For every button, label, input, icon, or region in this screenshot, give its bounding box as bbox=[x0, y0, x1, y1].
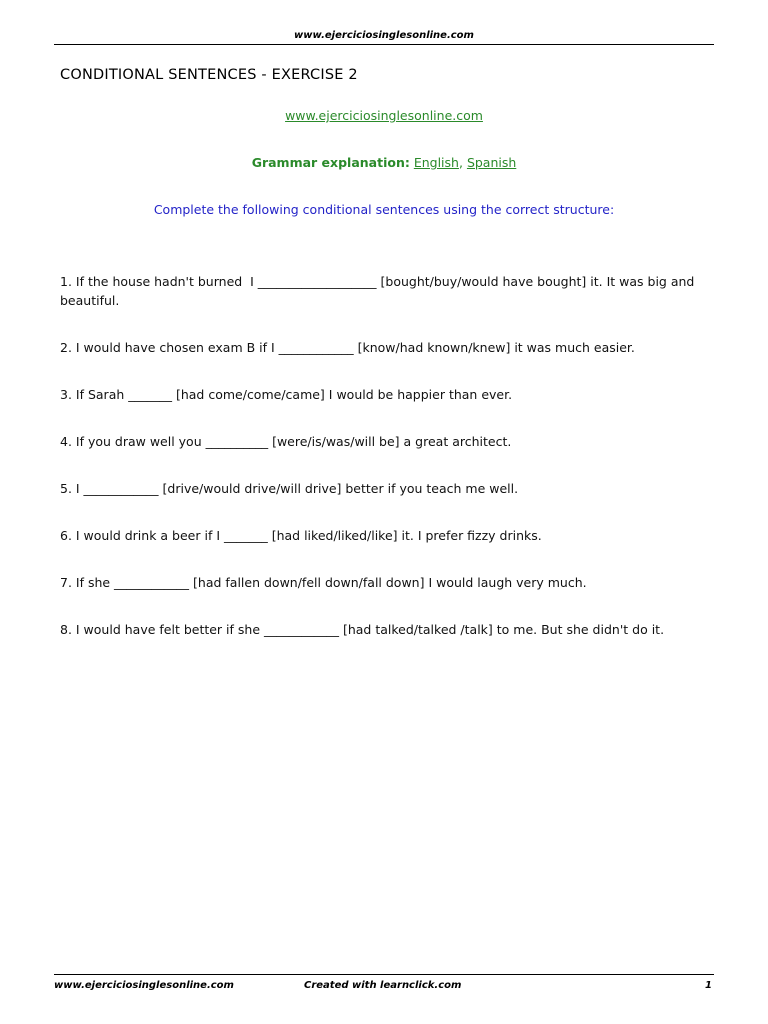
question-item: 3. If Sarah _______ [had come/come/came] I would be happier than ever. bbox=[60, 387, 513, 402]
question-item: 6. I would drink a beer if I _______ [had liked/liked/like] it. I prefer fizzy drinks. bbox=[60, 528, 542, 543]
page-title: CONDITIONAL SENTENCES - EXERCISE 2 bbox=[60, 67, 358, 83]
question-list bbox=[60, 272, 712, 667]
grammar-link-separator: , bbox=[458, 155, 463, 170]
header-divider bbox=[54, 44, 714, 45]
question-item: 5. I ____________ [drive/would drive/will drive] better if you teach me well. bbox=[60, 481, 519, 496]
header-url: www.ejerciciosinglesonline.com bbox=[294, 30, 474, 41]
footer-divider bbox=[54, 974, 714, 975]
footer-site: www.ejerciciosinglesonline.com bbox=[54, 980, 234, 991]
question-item: 4. If you draw well you __________ [were/is/was/will be] a great architect. bbox=[60, 434, 512, 449]
question-item: 1. If the house hadn't burned I ___________________ [bought/buy/would have bought] it. It was big and beautiful. bbox=[60, 274, 699, 308]
instructions: Complete the following conditional sentences using the correct structure: bbox=[153, 202, 615, 217]
grammar-label: Grammar explanation: bbox=[251, 155, 410, 170]
grammar-link-spanish[interactable]: Spanish bbox=[466, 155, 517, 170]
footer-credit: Created with learnclick.com bbox=[304, 980, 462, 991]
question-item: 7. If she ____________ [had fallen down/fell down/fall down] I would laugh very much. bbox=[60, 575, 587, 590]
question-item: 8. I would have felt better if she ____________ [had talked/talked /talk] to me. But she didn't do it. bbox=[60, 622, 665, 637]
page-number: 1 bbox=[705, 980, 712, 991]
grammar-link-english[interactable]: English bbox=[413, 155, 459, 170]
site-link-row bbox=[0, 108, 768, 123]
site-link[interactable]: www.ejerciciosinglesonline.com bbox=[285, 108, 483, 123]
grammar-explanation bbox=[0, 155, 768, 170]
question-item: 2. I would have chosen exam B if I ____________ [know/had known/knew] it was much easier. bbox=[60, 340, 635, 355]
